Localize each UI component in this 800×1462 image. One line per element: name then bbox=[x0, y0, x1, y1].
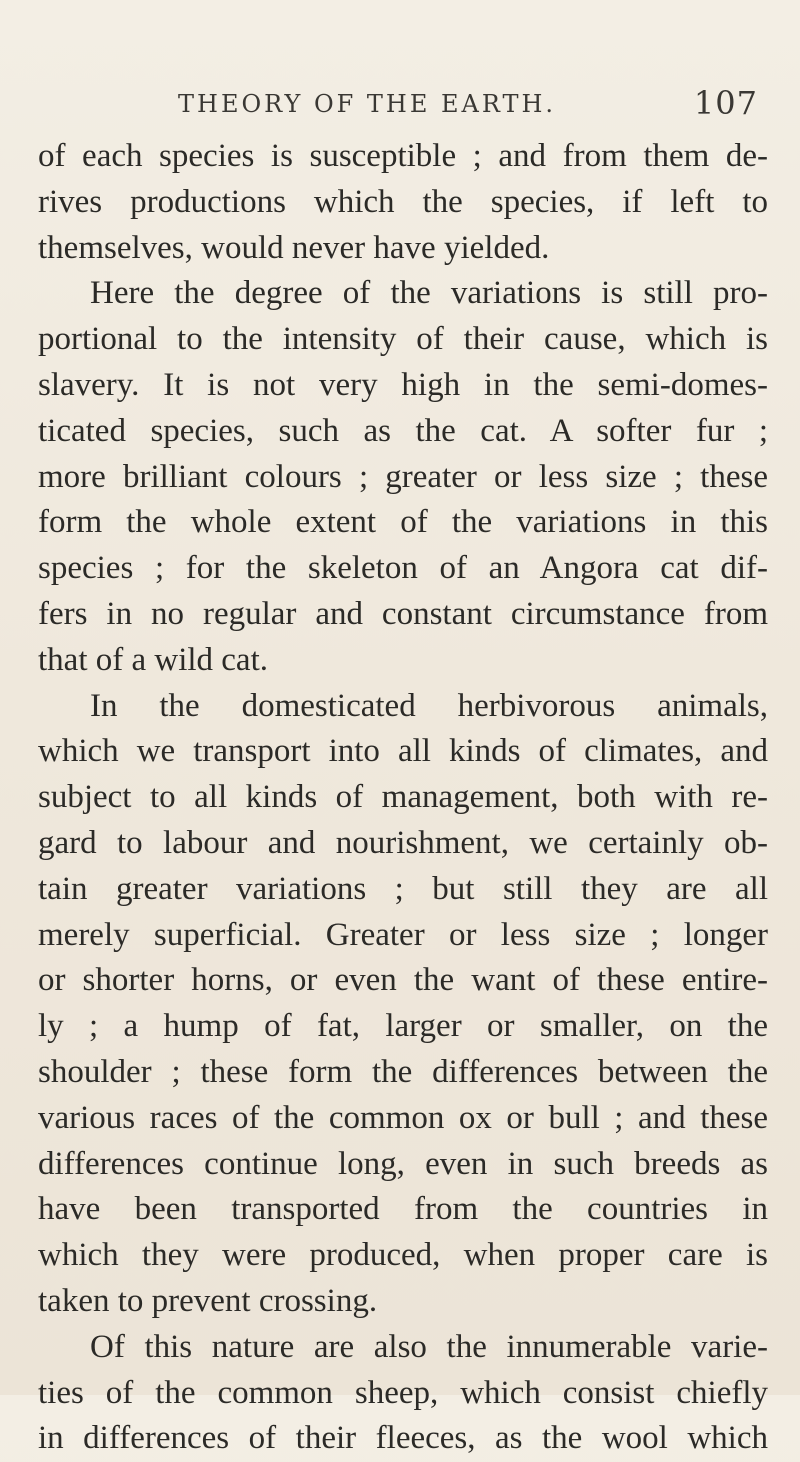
text-line: ly ; a hump of fat, larger or smaller, on the bbox=[38, 1008, 768, 1045]
text-line: ticated species, such as the cat. A softer fur ; bbox=[38, 412, 768, 449]
running-head bbox=[178, 84, 768, 130]
paragraph-start-line: In the domesticated herbivorous animals, bbox=[90, 687, 768, 724]
text-line: that of a wild cat. bbox=[38, 641, 269, 678]
text-line: gard to labour and nourishment, we certainly ob- bbox=[38, 824, 768, 861]
text-line: in differences of their fleeces, as the wool which bbox=[38, 1420, 768, 1457]
text-line: slavery. It is not very high in the semi-domes- bbox=[38, 366, 768, 403]
paragraph-start-line: Here the degree of the variations is still pro- bbox=[90, 275, 768, 312]
page-number: 107 bbox=[693, 84, 758, 122]
text-line: portional to the intensity of their cause, which is bbox=[38, 321, 768, 358]
text-line: form the whole extent of the variations in this bbox=[38, 504, 768, 541]
text-line: themselves, would never have yielded. bbox=[38, 229, 550, 266]
text-line: differences continue long, even in such breeds as bbox=[38, 1145, 768, 1182]
text-line: of each species is susceptible ; and from them de- bbox=[38, 138, 768, 174]
text-line: various races of the common ox or bull ; and these bbox=[38, 1099, 768, 1136]
text-line: which they were produced, when proper care is bbox=[38, 1237, 768, 1274]
text-line: more brilliant colours ; greater or less size ; these bbox=[38, 458, 768, 495]
text-line: rives productions which the species, if left to bbox=[38, 183, 768, 220]
body-text bbox=[38, 134, 768, 1462]
text-line: ties of the common sheep, which consist chiefly bbox=[38, 1374, 768, 1411]
text-line: taken to prevent crossing. bbox=[38, 1282, 378, 1319]
running-title: THEORY OF THE EARTH. bbox=[178, 90, 557, 118]
text-line: shoulder ; these form the differences between the bbox=[38, 1053, 768, 1090]
text-line: subject to all kinds of management, both with re- bbox=[38, 779, 768, 816]
text-line: merely superficial. Greater or less size ; longer bbox=[38, 916, 768, 953]
text-line: tain greater variations ; but still they are all bbox=[38, 870, 768, 907]
text-line: which we transport into all kinds of climates, and bbox=[38, 733, 768, 770]
paragraph-start-line: Of this nature are also the innumerable varie- bbox=[90, 1328, 768, 1365]
text-line: have been transported from the countries in bbox=[38, 1191, 768, 1228]
text-line: fers in no regular and constant circumstance from bbox=[38, 595, 768, 632]
text-line: or shorter horns, or even the want of these entire- bbox=[38, 962, 768, 999]
text-line: species ; for the skeleton of an Angora cat dif- bbox=[38, 550, 768, 587]
